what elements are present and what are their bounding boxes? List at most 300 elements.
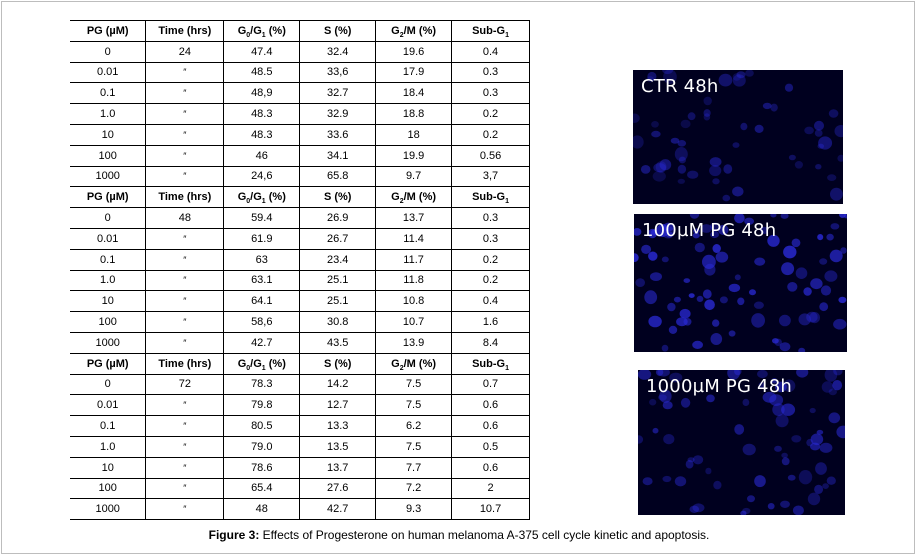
table-cell: 2 (452, 478, 530, 499)
cell-nucleus (680, 309, 691, 319)
table-cell: 65.4 (224, 478, 300, 499)
cell-nucleus (775, 339, 782, 346)
cell-nucleus (763, 103, 772, 109)
cell-nucleus (789, 155, 796, 161)
table-cell: 80.5 (224, 416, 300, 437)
table-cell: 100 (70, 478, 146, 499)
table-header-row (70, 21, 530, 42)
cell-nucleus (651, 131, 660, 138)
column-header: $G_0/G_1$ (%) (224, 187, 300, 208)
table-cell: 9.3 (376, 499, 452, 520)
cell-nucleus (687, 171, 698, 179)
table-cell: 0.3 (452, 83, 530, 104)
table-row (70, 270, 530, 291)
table-cell: 9.7 (376, 166, 452, 187)
table-cell: 19.6 (376, 41, 452, 62)
column-header: Sub-$G_1$ (452, 187, 530, 208)
table-cell: 7.5 (376, 436, 452, 457)
table-cell: 0.01 (70, 395, 146, 416)
cell-nucleus (810, 278, 822, 289)
table-cell: 32.4 (300, 41, 376, 62)
cell-nucleus (754, 258, 765, 266)
table-cell: 7.5 (376, 395, 452, 416)
cell-nucleus (804, 127, 814, 135)
table-row (70, 62, 530, 83)
cell-nucleus (678, 165, 686, 174)
cell-nucleus (713, 481, 721, 490)
cell-nucleus (723, 195, 731, 202)
cell-nucleus (648, 252, 657, 261)
table-cell: 78.3 (224, 374, 300, 395)
cell-nucleus (641, 165, 651, 174)
cell-nucleus (754, 475, 766, 487)
cell-nucleus (803, 287, 811, 296)
table-cell: 11.7 (376, 249, 452, 270)
table-cell: 0.2 (452, 104, 530, 125)
cell-nucleus (704, 300, 715, 311)
cell-nucleus (713, 244, 721, 253)
table-row (70, 332, 530, 353)
table-cell: 0.1 (70, 249, 146, 270)
table-cell: 10.7 (452, 499, 530, 520)
table-cell: 58,6 (224, 312, 300, 333)
cell-nucleus (662, 257, 669, 263)
table-row (70, 312, 530, 333)
table-cell: ″ (146, 104, 224, 125)
cell-nucleus (733, 142, 740, 148)
cell-nucleus (755, 125, 764, 133)
cell-nucleus (772, 403, 784, 416)
cell-nucleus (648, 316, 661, 328)
cell-nucleus (814, 485, 823, 494)
cell-nucleus (796, 370, 808, 378)
image-100um-pg-48h (634, 214, 847, 352)
cell-nucleus (692, 341, 703, 349)
cell-nucleus (822, 483, 829, 489)
table-cell: 1.0 (70, 436, 146, 457)
cell-nucleus (791, 435, 801, 442)
cell-nucleus (649, 399, 656, 406)
table-cell: 0.2 (452, 124, 530, 145)
table-cell: ″ (146, 457, 224, 478)
cell-nucleus (638, 435, 643, 443)
table-cell: 10 (70, 291, 146, 312)
column-header: $G_0/G_1$ (%) (224, 353, 300, 374)
cell-nucleus (796, 267, 808, 279)
column-header: Sub-$G_1$ (452, 21, 530, 42)
table-cell: 13.5 (300, 436, 376, 457)
table-row (70, 83, 530, 104)
cell-nucleus (836, 426, 845, 439)
column-header: $G_0/G_1$ (%) (224, 21, 300, 42)
cell-nucleus (819, 258, 827, 264)
cell-nucleus (785, 84, 793, 92)
cell-nucleus (634, 253, 639, 262)
cell-nucleus (827, 477, 836, 485)
table-cell: 19.9 (376, 145, 452, 166)
table-cell: ″ (146, 312, 224, 333)
cell-nucleus (635, 278, 645, 287)
cell-nucleus (747, 495, 755, 502)
cell-nucleus (810, 443, 820, 451)
column-header: Time (hrs) (146, 21, 224, 42)
cell-nucleus (644, 290, 657, 304)
cell-nucleus (742, 508, 750, 514)
table-cell: 0.6 (452, 416, 530, 437)
cell-nucleus (656, 161, 667, 173)
table-cell: 42.7 (300, 499, 376, 520)
cell-nucleus (792, 239, 801, 248)
cell-nucleus (667, 303, 675, 312)
cell-nucleus (723, 164, 732, 173)
cell-nucleus (671, 138, 680, 144)
table-cell: 25.1 (300, 270, 376, 291)
table-row (70, 457, 530, 478)
table-cell: 1000 (70, 499, 146, 520)
cell-nucleus (745, 70, 754, 77)
cell-nucleus (675, 476, 686, 486)
table-cell: 8.4 (452, 332, 530, 353)
figure-label: Figure 3: (208, 528, 260, 542)
cell-nucleus (819, 302, 828, 311)
table-cell: ″ (146, 228, 224, 249)
table-cell: 0.3 (452, 228, 530, 249)
table-cell: ″ (146, 332, 224, 353)
table-cell: 1.6 (452, 312, 530, 333)
cell-nucleus (720, 296, 728, 303)
table-cell: 0.1 (70, 416, 146, 437)
cell-nucleus (676, 317, 688, 326)
table-cell: 63 (224, 249, 300, 270)
table-cell: ″ (146, 478, 224, 499)
table-cell: 0.01 (70, 62, 146, 83)
table-cell: 25.1 (300, 291, 376, 312)
table-cell: 0.6 (452, 457, 530, 478)
table-cell: 48.5 (224, 62, 300, 83)
cell-nucleus (711, 333, 723, 345)
cell-nucleus (781, 453, 788, 458)
cell-nucleus (829, 109, 839, 118)
cell-nucleus (779, 315, 791, 327)
table-cell: 48 (146, 208, 224, 229)
table-cell: 59.4 (224, 208, 300, 229)
column-header: PG (µM) (70, 353, 146, 374)
table-cell: 0.1 (70, 83, 146, 104)
table-cell: 48,9 (224, 83, 300, 104)
table-cell: 47.4 (224, 41, 300, 62)
cell-nucleus (716, 252, 729, 263)
cell-nucleus (808, 493, 820, 506)
cell-nucleus (712, 178, 719, 184)
cell-nucleus (633, 114, 640, 123)
cell-nucleus (663, 476, 672, 482)
cell-nucleus (826, 234, 833, 241)
table-cell: 48.3 (224, 124, 300, 145)
cell-nucleus (754, 302, 764, 309)
cell-nucleus (729, 284, 740, 292)
table-cell: 48.3 (224, 104, 300, 125)
cell-nucleus (704, 109, 711, 117)
cell-nucleus (835, 125, 844, 137)
cell-nucleus (674, 297, 681, 303)
cell-nucleus (681, 398, 690, 408)
table-cell: 14.2 (300, 374, 376, 395)
image-ctr-48h (633, 70, 843, 204)
table-row (70, 395, 530, 416)
cell-nucleus (799, 470, 812, 484)
cell-nucleus (743, 444, 756, 456)
cell-nucleus (703, 289, 712, 298)
caption-text: Effects of Progesterone on human melanoma A-375 cell cycle kinetic and apoptosis. (259, 528, 710, 542)
cell-nucleus (820, 443, 833, 453)
table-cell: 27.6 (300, 478, 376, 499)
table-cell: ″ (146, 436, 224, 457)
cell-nucleus (688, 112, 696, 120)
table-cell: 0.5 (452, 436, 530, 457)
table-cell: ″ (146, 291, 224, 312)
cell-nucleus (695, 243, 705, 252)
table-row (70, 145, 530, 166)
table-cell: ″ (146, 249, 224, 270)
table-row (70, 291, 530, 312)
cell-nucleus (840, 247, 846, 254)
table-cell: ″ (146, 499, 224, 520)
table-cell: 12.7 (300, 395, 376, 416)
table-cell: 33,6 (300, 62, 376, 83)
cell-nucleus (793, 506, 804, 516)
cell-nucleus (798, 348, 805, 352)
table-cell: ″ (146, 62, 224, 83)
table-cell: 79.0 (224, 436, 300, 457)
column-header: Sub-$G_1$ (452, 353, 530, 374)
column-header: PG (µM) (70, 187, 146, 208)
image-label: CTR 48h (641, 76, 719, 97)
cell-cycle-table (70, 20, 530, 520)
table-cell: 0 (70, 208, 146, 229)
table-cell: 65.8 (300, 166, 376, 187)
table-cell: 23.4 (300, 249, 376, 270)
cell-nucleus (684, 278, 691, 283)
cell-nucleus (641, 245, 651, 254)
cell-nucleus (669, 326, 677, 334)
cell-nucleus (795, 161, 803, 169)
cell-nucleus (662, 345, 669, 352)
cell-nucleus (829, 412, 841, 423)
table-cell: 18.4 (376, 83, 452, 104)
table-cell: 11.4 (376, 228, 452, 249)
table-cell: 0.7 (452, 374, 530, 395)
table-row (70, 208, 530, 229)
cell-nucleus (838, 297, 846, 303)
cell-nucleus (788, 475, 796, 481)
table-cell: 0.6 (452, 395, 530, 416)
cell-nucleus (831, 223, 840, 229)
table-cell: 32.9 (300, 104, 376, 125)
table-cell: 0.2 (452, 249, 530, 270)
table-row (70, 249, 530, 270)
table-cell: 63.1 (224, 270, 300, 291)
table-cell: 33.6 (300, 124, 376, 145)
cell-nucleus (776, 414, 789, 427)
table-cell: 0.01 (70, 228, 146, 249)
table-cell: 1.0 (70, 104, 146, 125)
column-header: S (%) (300, 353, 376, 374)
table-cell: 64.1 (224, 291, 300, 312)
cell-nucleus (740, 123, 747, 130)
table-header-row (70, 187, 530, 208)
table-cell: 10 (70, 457, 146, 478)
table-cell: ″ (146, 395, 224, 416)
cell-nucleus (681, 120, 691, 128)
table-cell: 0 (70, 374, 146, 395)
table-row (70, 478, 530, 499)
table-cell: 48 (224, 499, 300, 520)
cell-nucleus (832, 380, 842, 390)
column-header: Time (hrs) (146, 187, 224, 208)
table-cell: 30.8 (300, 312, 376, 333)
cell-nucleus (768, 503, 775, 509)
table-cell: 34.1 (300, 145, 376, 166)
cell-nucleus (770, 104, 777, 112)
table-cell: 0.3 (452, 208, 530, 229)
cell-nucleus (780, 501, 790, 508)
table-cell: 79.8 (224, 395, 300, 416)
cell-nucleus (818, 144, 825, 149)
cell-nucleus (719, 74, 733, 87)
cell-nucleus (783, 246, 796, 259)
table-cell: ″ (146, 270, 224, 291)
cell-nucleus (690, 506, 700, 513)
cell-nucleus (821, 285, 831, 295)
table-cell: 26.7 (300, 228, 376, 249)
image-1000um-pg-48h (638, 370, 845, 515)
cell-nucleus (709, 165, 721, 176)
cell-nucleus (782, 457, 790, 465)
cell-nucleus (704, 97, 712, 106)
table-row (70, 124, 530, 145)
cell-nucleus (736, 71, 745, 78)
cell-nucleus (743, 399, 750, 406)
table-row (70, 416, 530, 437)
table-cell: 13.7 (376, 208, 452, 229)
table-cell: 0.4 (452, 41, 530, 62)
cell-nucleus (810, 408, 816, 413)
table-cell: ″ (146, 145, 224, 166)
table-cell: 13.3 (300, 416, 376, 437)
cell-nucleus (732, 187, 743, 197)
table-cell: ″ (146, 166, 224, 187)
table-header-row (70, 353, 530, 374)
table-cell: 26.9 (300, 208, 376, 229)
cell-nucleus (837, 155, 843, 162)
column-header: $G_2/M$ (%) (376, 21, 452, 42)
table-cell: 7.5 (376, 374, 452, 395)
cell-nucleus (686, 460, 694, 469)
table-cell: 10.8 (376, 291, 452, 312)
table-cell: 17.9 (376, 62, 452, 83)
cell-nucleus (735, 274, 741, 280)
table-cell: 0 (70, 41, 146, 62)
cell-nucleus (781, 262, 794, 275)
table-cell: 100 (70, 145, 146, 166)
cell-nucleus (690, 214, 700, 219)
table-cell: 24,6 (224, 166, 300, 187)
table-cell: 10 (70, 124, 146, 145)
cell-nucleus (830, 188, 843, 201)
image-label: 1000µM PG 48h (646, 376, 792, 397)
cell-nucleus (781, 214, 789, 219)
table-cell: 1000 (70, 332, 146, 353)
cell-nucleus (799, 313, 811, 325)
table-cell: 7.2 (376, 478, 452, 499)
cell-nucleus (770, 214, 776, 218)
table-cell: 0.3 (452, 62, 530, 83)
column-header: PG (µM) (70, 21, 146, 42)
table-cell: ″ (146, 83, 224, 104)
table-cell: 7.7 (376, 457, 452, 478)
table-cell: 10.7 (376, 312, 452, 333)
cell-nucleus (633, 135, 644, 148)
table-cell: 1.0 (70, 270, 146, 291)
image-label: 100µM PG 48h (642, 220, 777, 241)
cell-nucleus (689, 293, 695, 298)
cell-nucleus (634, 228, 641, 236)
table-cell: 78.6 (224, 457, 300, 478)
cell-nucleus (814, 121, 824, 131)
cell-nucleus (653, 171, 666, 182)
cell-nucleus (751, 313, 765, 328)
cell-nucleus (827, 174, 836, 181)
column-header: S (%) (300, 187, 376, 208)
cell-nucleus (729, 330, 736, 336)
table-row (70, 228, 530, 249)
cell-nucleus (650, 272, 662, 281)
column-header: $G_2/M$ (%) (376, 353, 452, 374)
cell-nucleus (817, 234, 823, 240)
cell-nucleus (678, 179, 685, 184)
table-cell: 100 (70, 312, 146, 333)
figure-caption (0, 528, 918, 542)
table-cell: 46 (224, 145, 300, 166)
table-cell: 18.8 (376, 104, 452, 125)
table-row (70, 166, 530, 187)
table-cell: 32.7 (300, 83, 376, 104)
cell-nucleus (663, 434, 674, 444)
cell-nucleus (643, 477, 653, 485)
table-cell: 13.9 (376, 332, 452, 353)
table-cell: 13.7 (300, 457, 376, 478)
cell-nucleus (774, 446, 782, 452)
table-cell: 6.2 (376, 416, 452, 437)
table-row (70, 436, 530, 457)
cell-nucleus (737, 298, 744, 306)
table-cell: 72 (146, 374, 224, 395)
cell-nucleus (712, 319, 719, 326)
cell-nucleus (705, 468, 711, 475)
table-row (70, 374, 530, 395)
cell-nucleus (787, 282, 797, 292)
table-row (70, 104, 530, 125)
table-cell: ″ (146, 416, 224, 437)
cell-nucleus (653, 428, 659, 434)
cell-nucleus (734, 424, 744, 435)
column-header: S (%) (300, 21, 376, 42)
cell-nucleus (704, 264, 715, 276)
table-cell: 24 (146, 41, 224, 62)
table-cell: 11.8 (376, 270, 452, 291)
cell-nucleus (815, 462, 827, 475)
table-cell: 1000 (70, 166, 146, 187)
